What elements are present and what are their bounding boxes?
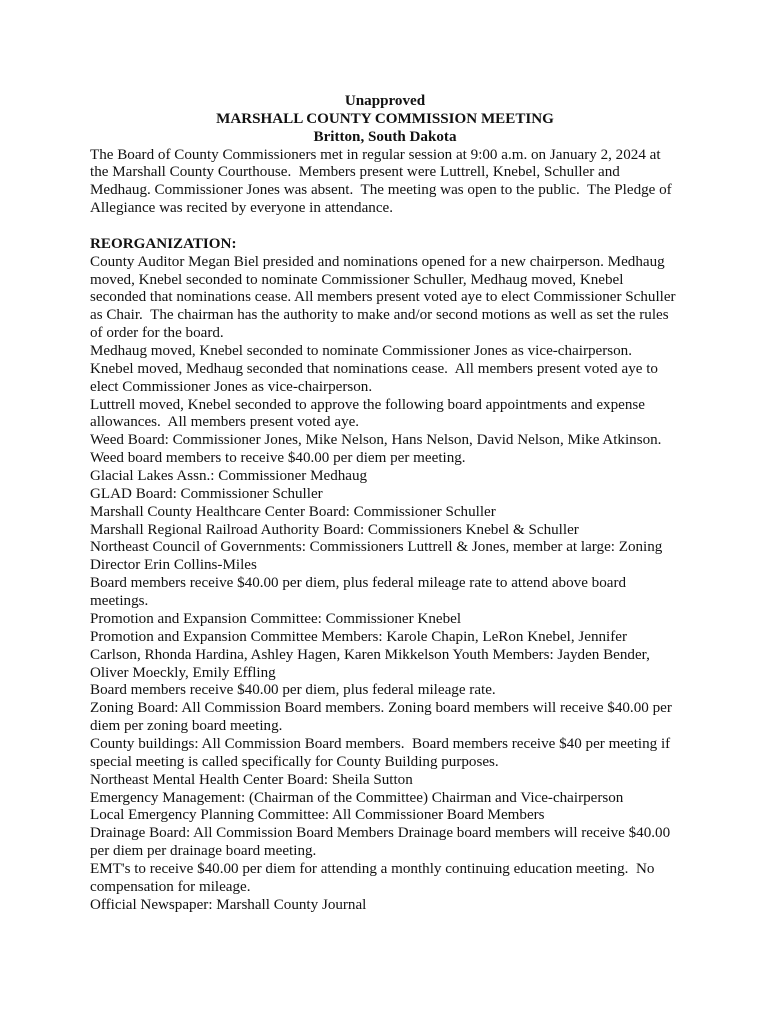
- text-line: meetings.: [90, 593, 149, 610]
- text-line: Official Newspaper: Marshall County Journal: [90, 896, 367, 913]
- text-line: Northeast Council of Governments: Commissioners Luttrell & Jones, member at large: Zoning: [90, 539, 663, 556]
- text-line: Local Emergency Planning Committee: All Commissioner Board Members: [90, 807, 545, 824]
- text-line: of order for the board.: [90, 325, 224, 342]
- reorganization-section: [90, 236, 680, 915]
- text-line: moved, Knebel seconded to nominate Commissioner Schuller, Medhaug moved, Knebel: [90, 271, 624, 288]
- text-line: Board members receive $40.00 per diem, plus federal mileage rate to attend above board: [90, 575, 627, 592]
- minutes-item: [90, 861, 680, 897]
- text-line: EMT's to receive $40.00 per diem for attending a monthly continuing education meeting. No: [90, 860, 655, 877]
- minutes-item: [90, 432, 680, 468]
- minutes-item: [90, 539, 680, 575]
- minutes-item: [90, 772, 680, 790]
- minutes-item: [90, 575, 680, 611]
- text-line: Director Erin Collins-Miles: [90, 557, 257, 574]
- text-line: Weed Board: Commissioner Jones, Mike Nelson, Hans Nelson, David Nelson, Mike Atkinson.: [90, 432, 662, 449]
- minutes-item: [90, 397, 680, 433]
- text-line: Oliver Moeckly, Emily Effling: [90, 664, 276, 681]
- text-line: Promotion and Expansion Committee Members: Karole Chapin, LeRon Knebel, Jennifer: [90, 628, 627, 645]
- text-line: Zoning Board: All Commission Board members. Zoning board members will receive $40.00 per: [90, 700, 672, 717]
- text-line: Northeast Mental Health Center Board: Sheila Sutton: [90, 771, 413, 788]
- minutes-item: [90, 825, 680, 861]
- text-line: Medhaug moved, Knebel seconded to nominate Commissioner Jones as vice-chairperson.: [90, 343, 632, 360]
- minutes-item: [90, 254, 680, 343]
- text-line: the Marshall County Courthouse. Members present were Luttrell, Knebel, Schuller and: [90, 164, 620, 181]
- minutes-item: [90, 736, 680, 772]
- text-line: County buildings: All Commission Board members. Board members receive $40 per meeting if: [90, 735, 671, 752]
- text-line: diem per zoning board meeting.: [90, 718, 283, 735]
- minutes-item: [90, 611, 680, 629]
- text-line: GLAD Board: Commissioner Schuller: [90, 485, 323, 502]
- text-line: Knebel moved, Medhaug seconded that nominations cease. All members present voted aye to: [90, 360, 658, 377]
- meeting-location: Britton, South Dakota: [313, 128, 457, 145]
- text-line: Promotion and Expansion Committee: Commissioner Knebel: [90, 610, 462, 627]
- intro-paragraph: [90, 147, 680, 218]
- text-line: Glacial Lakes Assn.: Commissioner Medhaug: [90, 468, 368, 485]
- minutes-item: [90, 522, 680, 540]
- minutes-item: [90, 468, 680, 486]
- minutes-item: [90, 504, 680, 522]
- text-line: special meeting is called specifically for County Building purposes.: [90, 753, 499, 770]
- minutes-item: [90, 343, 680, 361]
- text-line: elect Commissioner Jones as vice-chairperson.: [90, 378, 373, 395]
- text-line: Board members receive $40.00 per diem, plus federal mileage rate.: [90, 682, 496, 699]
- minutes-item: [90, 682, 680, 700]
- text-line: per diem per drainage board meeting.: [90, 843, 317, 860]
- text-line: Luttrell moved, Knebel seconded to approve the following board appointments and expense: [90, 396, 645, 413]
- text-line: Marshall County Healthcare Center Board: Commissioner Schuller: [90, 503, 496, 520]
- minutes-item: [90, 807, 680, 825]
- text-line: Weed board members to receive $40.00 per diem per meeting.: [90, 450, 466, 467]
- text-line: as Chair. The chairman has the authority to make and/or second motions as well as set the rules: [90, 307, 669, 324]
- text-line: Allegiance was recited by everyone in attendance.: [90, 200, 393, 217]
- minutes-item: [90, 629, 680, 683]
- text-line: allowances. All members present voted aye.: [90, 414, 360, 431]
- minutes-item: [90, 361, 680, 397]
- text-line: Medhaug. Commissioner Jones was absent. The meeting was open to the public. The Pledge of: [90, 182, 672, 199]
- text-line: Carlson, Rhonda Hardina, Ashley Hagen, Karen Mikkelson Youth Members: Jayden Bender,: [90, 646, 650, 663]
- document-status: Unapproved: [344, 93, 426, 109]
- text-line: Drainage Board: All Commission Board Members Drainage board members will receive $40.00: [90, 825, 671, 842]
- text-line: The Board of County Commissioners met in regular session at 9:00 a.m. on January 2, 2024 at: [90, 146, 661, 163]
- minutes-item: [90, 486, 680, 504]
- document-header: [90, 93, 680, 147]
- document-title: MARSHALL COUNTY COMMISSION MEETING: [216, 110, 554, 127]
- minutes-item: [90, 790, 680, 808]
- minutes-body: [90, 93, 680, 915]
- blank-line: [90, 218, 680, 236]
- text-line: seconded that nominations cease. All members present voted aye to elect Commissioner Schuller: [90, 289, 676, 306]
- minutes-item: [90, 897, 680, 915]
- text-line: compensation for mileage.: [90, 878, 251, 895]
- minutes-item: [90, 700, 680, 736]
- text-line: County Auditor Megan Biel presided and nominations opened for a new chairperson. Medhaug: [90, 253, 665, 270]
- text-line: Marshall Regional Railroad Authority Board: Commissioners Knebel & Schuller: [90, 521, 579, 538]
- text-line: Emergency Management: (Chairman of the Committee) Chairman and Vice-chairperson: [90, 789, 624, 806]
- section-heading: REORGANIZATION:: [90, 235, 237, 252]
